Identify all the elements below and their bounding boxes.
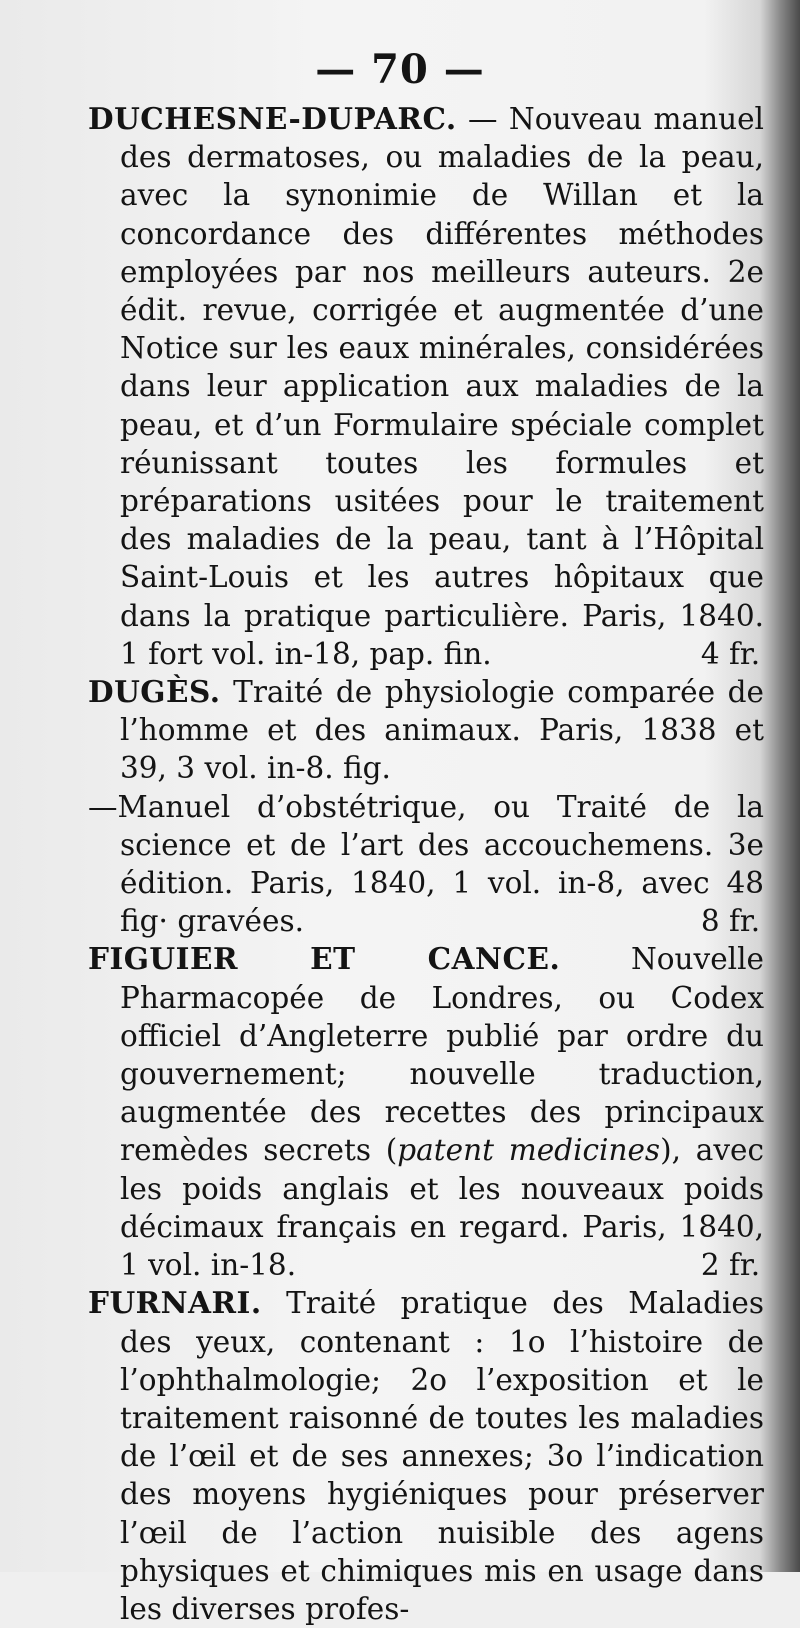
entry-author: DUGÈS. bbox=[88, 674, 221, 710]
entry-text: Traité pratique des Maladies des yeux, contenant : 1o l’histoire de l’ophthalmologie; 2o l’exposition et le traitement raisonné de toutes les maladies de l’œil et de ses annexes; 3o l’indication des moyens hygiéniques pour préserver l’œil de l’action nuisible des agens physiques et chimiques mis en usage dans les diverses profes- bbox=[120, 1286, 764, 1626]
entry-author: FIGUIER ET CANCE. bbox=[88, 941, 561, 977]
entry-duges-obstetrique bbox=[88, 788, 764, 941]
entry-text: —Manuel d’obstétrique, ou Traité de la science et de l’art des accouchemens. 3e édition. Paris, 1840, 1 vol. in-8, avec 48 fig· gravées. bbox=[88, 789, 764, 939]
entry-text: Traité de physiologie comparée de l’homme et des animaux. Paris, 1838 et 39, 3 vol. in-8. fig. bbox=[120, 675, 764, 786]
entry-text-italic: patent medicines bbox=[397, 1133, 661, 1168]
entry-price: 4 fr. bbox=[700, 636, 761, 671]
entry-price: 8 fr. bbox=[700, 904, 761, 939]
entry-text: Nouvelle Pharmacopée de Londres, ou Codex officiel d’Angleterre publié par ordre du gouvernement; nouvelle traduction, augmentée des recettes des principaux remèdes secrets ( bbox=[120, 942, 764, 1168]
catalogue-text bbox=[88, 100, 764, 1628]
page-number: — 70 — bbox=[315, 46, 485, 93]
entry-figuier-cance bbox=[88, 940, 764, 1284]
entry-text-cont: ), avec les poids anglais et les nouveaux poids décimaux français en regard. Paris, 1840, 1 vol. in-18. bbox=[120, 1133, 764, 1283]
entry-author: FURNARI. bbox=[88, 1285, 262, 1321]
entry-furnari bbox=[88, 1284, 764, 1628]
entry-duchesne-duparc bbox=[88, 100, 764, 673]
entry-price: 2 fr. bbox=[700, 1248, 761, 1283]
entry-duges bbox=[88, 673, 764, 788]
entry-text: — Nouveau manuel des dermatoses, ou maladies de la peau, avec la synonimie de Willan et la concordance des différentes méthodes employées par nos meilleurs auteurs. 2e édit. revue, corrigée et augmentée d’une Notice sur les eaux minérales, considérées dans leur application aux maladies de la peau, et d’un Formulaire spéciale complet réunissant toutes les formules et préparations usitées pour le traitement des maladies de la peau, tant à l’Hôpital Saint-Louis et les autres hôpitaux que dans la pratique particulière. Paris, 1840. 1 fort vol. in-18, pap. fin. bbox=[120, 102, 764, 671]
entry-author: DUCHESNE-DUPARC. bbox=[88, 101, 457, 136]
